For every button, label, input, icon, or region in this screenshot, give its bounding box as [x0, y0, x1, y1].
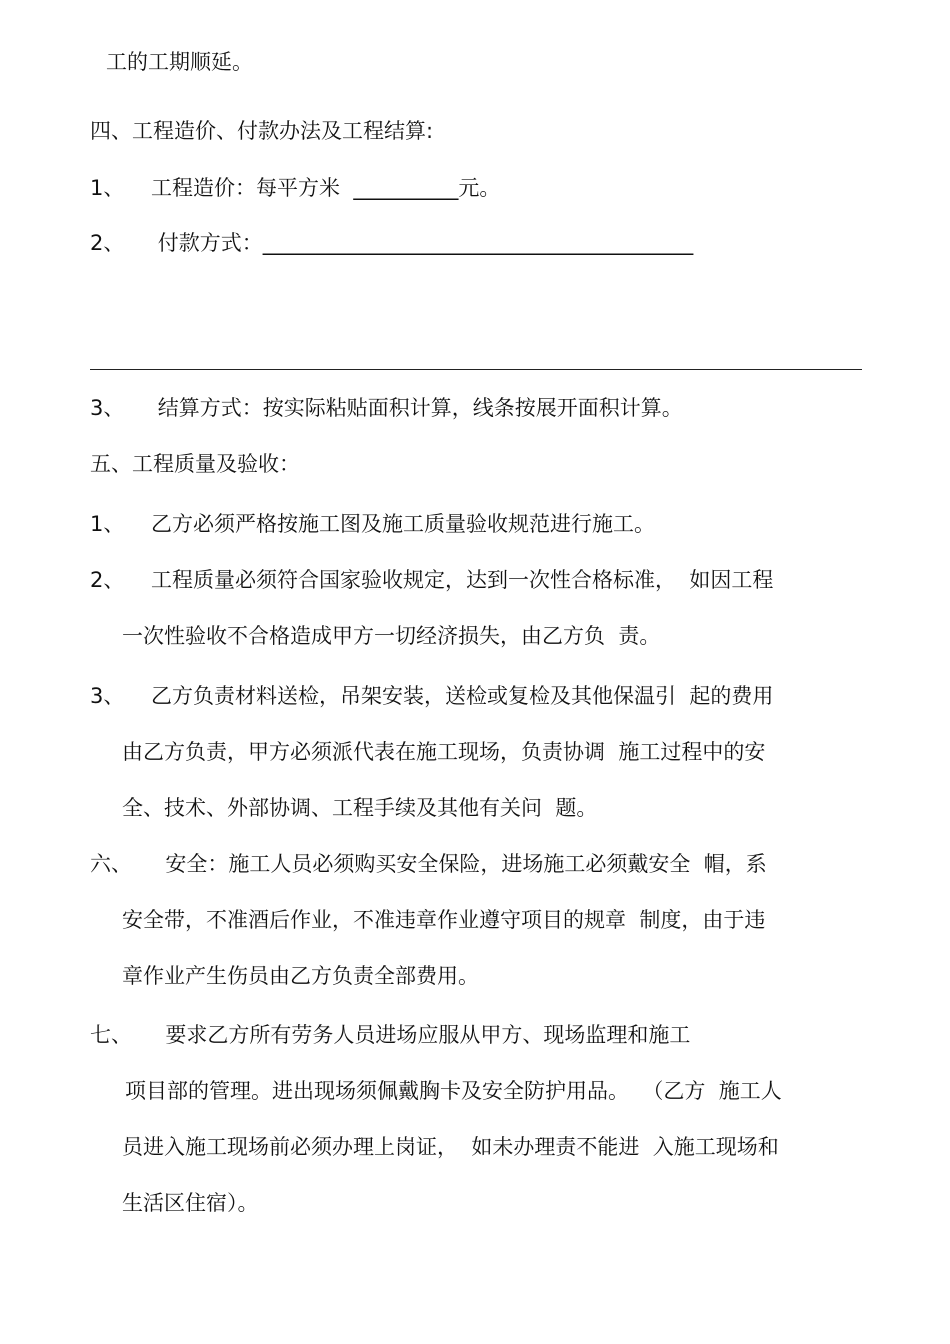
list-item: 3、 结算方式：按实际粘贴面积计算，线条按展开面积计算。 [90, 396, 683, 420]
list-item: 2、 工程质量必须符合国家验收规定，达到一次性合格标准， 如因工程 [90, 568, 774, 592]
section-heading: 六、 安全：施工人员必须购买安全保险，进场施工必须戴安全 帽，系 [90, 852, 767, 876]
text-line: 章作业产生伤员由乙方负责全部费用。 [122, 964, 479, 988]
list-item: 3、 乙方负责材料送检，吊架安装，送检或复检及其他保温引 起的费用 [90, 684, 774, 708]
text-line: 工的工期顺延。 [106, 50, 253, 74]
blank-fill-line [90, 369, 862, 370]
list-item: 1、 工程造价：每平方米 __________元。 [90, 176, 501, 200]
section-heading: 七、 要求乙方所有劳务人员进场应服从甲方、现场监理和施工 [90, 1023, 691, 1047]
text-line: 员进入施工现场前必须办理上岗证， 如未办理责不能进 入施工现场和 [122, 1135, 779, 1159]
text-line: 安全带，不准酒后作业，不准违章作业遵守项目的规章 制度，由于违 [122, 908, 766, 932]
text-line: 由乙方负责，甲方必须派代表在施工现场，负责协调 施工过程中的安 [122, 740, 766, 764]
text-line: 项目部的管理。进出现场须佩戴胸卡及安全防护用品。 （乙方 施工人 [125, 1079, 782, 1103]
section-heading: 五、工程质量及验收： [90, 452, 300, 476]
list-item: 2、 付款方式：_________________________________________ [90, 231, 694, 255]
list-item: 1、 乙方必须严格按施工图及施工质量验收规范进行施工。 [90, 512, 656, 536]
text-line: 生活区住宿）。 [122, 1191, 259, 1215]
text-line: 全、技术、外部协调、工程手续及其他有关问 题。 [122, 796, 598, 820]
section-heading: 四、工程造价、付款办法及工程结算: [90, 119, 434, 143]
text-line: 一次性验收不合格造成甲方一切经济损失，由乙方负 责。 [122, 624, 661, 648]
